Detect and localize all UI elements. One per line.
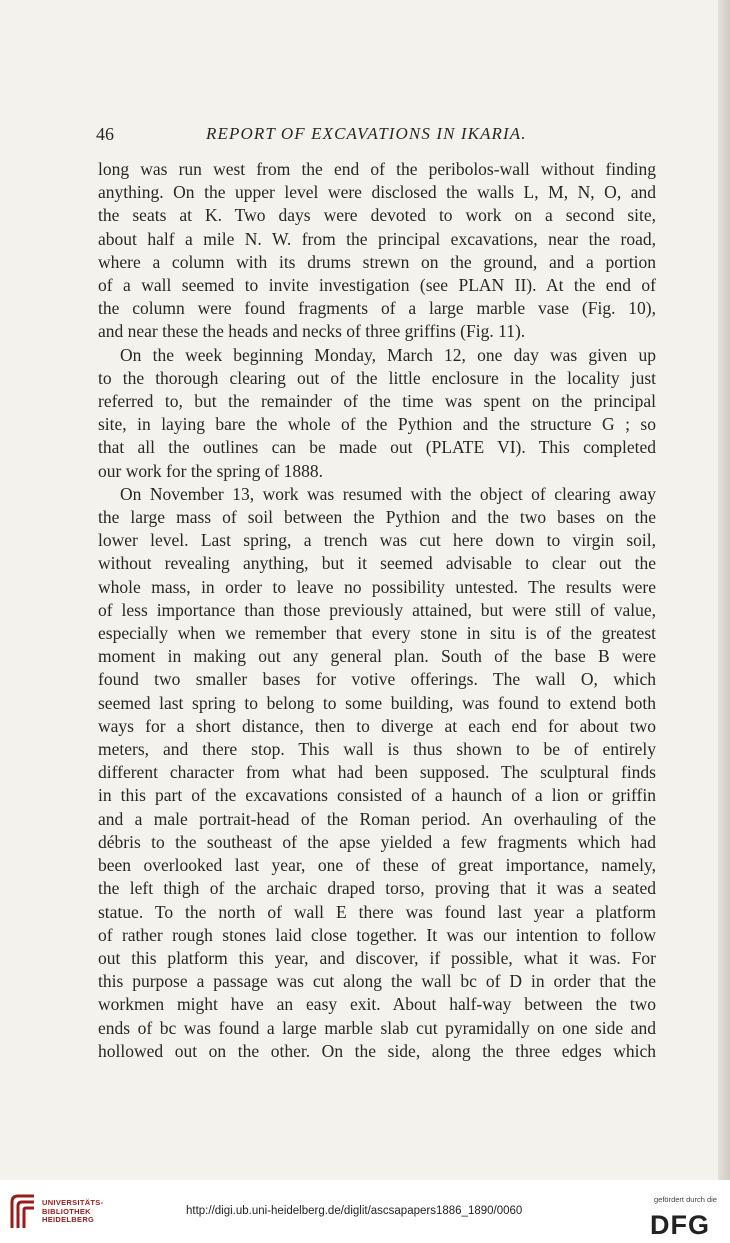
- text-line: seemed last spring to belong to some building, was found to extend both: [98, 692, 656, 713]
- text-line: about half a mile N. W. from the principal excavations, near the road,: [98, 228, 656, 249]
- text-line: On November 13, work was resumed with the object of clearing away: [120, 483, 656, 504]
- page-header: [96, 124, 656, 148]
- text-line: that all the outlines can be made out (PLATE VI). This completed: [98, 437, 656, 458]
- text-line: in this part of the excavations consisted of a haunch of a lion or griffin: [98, 785, 656, 806]
- text-line: out this platform this year, and discover, if possible, what it was. For: [98, 947, 656, 968]
- text-line: ways for a short distance, then to diverge at each end for about two: [98, 715, 656, 736]
- text-line: referred to, but the remainder of the time was spent on the principal: [98, 391, 656, 412]
- text-line: to the thorough clearing out of the little enclosure in the locality just: [98, 367, 656, 388]
- text-line: this purpose a passage was cut along the wall bc of D in order that the: [98, 971, 656, 992]
- text-line: found two smaller bases for votive offerings. The wall O, which: [98, 669, 656, 690]
- text-line: the left thigh of the archaic draped torso, proving that it was a seated: [98, 878, 656, 899]
- text-line: the seats at K. Two days were devoted to work on a second site,: [98, 205, 656, 226]
- text-line: the large mass of soil between the Pythion and the two bases on the: [98, 507, 656, 528]
- permalink[interactable]: http://digi.ub.uni-heidelberg.de/diglit/ascsapapers1886_1890/0060: [186, 1205, 523, 1217]
- running-head: REPORT OF EXCAVATIONS IN IKARIA.: [206, 124, 527, 143]
- text-line: statue. To the north of wall E there was found last year a platform: [98, 901, 656, 922]
- page-edge: [718, 0, 730, 1180]
- text-line: of a wall seemed to invite investigation (see PLAN II). At the end of: [98, 275, 656, 296]
- text-line: whole mass, in order to leave no possibility untested. The results were: [98, 576, 656, 597]
- text-line: where a column with its drums strewn on the ground, and a portion: [98, 251, 656, 272]
- library-name: [42, 1199, 103, 1225]
- text-line: especially when we remember that every stone in situ is of the greatest: [98, 623, 656, 644]
- text-line: meters, and there stop. This wall is thus shown to be of entirely: [98, 739, 656, 760]
- text-line: been overlooked last year, one of these of great importance, namely,: [98, 855, 656, 876]
- library-name-line: HEIDELBERG: [42, 1215, 95, 1224]
- text-line: the column were found fragments of a large marble vase (Fig. 10),: [98, 298, 656, 319]
- text-line: ends of bc was found a large marble slab cut pyramidally on one side and: [98, 1017, 656, 1038]
- text-line: our work for the spring of 1888.: [98, 460, 324, 481]
- text-line: workmen might have an easy exit. About half-way between the two: [98, 994, 656, 1015]
- body-text: [98, 158, 656, 1063]
- text-line: of rather rough stones laid close together. It was our intention to follow: [98, 924, 656, 945]
- dfg-logo: DFG: [650, 1210, 710, 1240]
- text-line: débris to the southeast of the apse yielded a few fragments which had: [98, 831, 656, 852]
- library-name-line: BIBLIOTHEK: [42, 1206, 91, 1216]
- library-name-line: UNIVERSITÄTS-: [42, 1198, 104, 1207]
- text-line: hollowed out on the other. On the side, along the three edges which: [98, 1040, 656, 1061]
- text-line: long was run west from the end of the peribolos-wall without finding: [98, 159, 656, 179]
- text-line: and near these the heads and necks of three griffins (Fig. 11).: [98, 321, 526, 342]
- page-number: 46: [96, 124, 114, 144]
- funder-note: gefördert durch die: [654, 1195, 717, 1204]
- text-line: without revealing anything, but it seemed advisable to clear out the: [98, 553, 656, 574]
- text-line: moment in making out any general plan. South of the base B were: [98, 646, 656, 667]
- text-line: lower level. Last spring, a trench was cut here down to virgin soil,: [98, 530, 656, 551]
- library-logo-icon: [8, 1192, 40, 1230]
- text-line: anything. On the upper level were disclosed the walls L, M, N, O, and: [98, 182, 656, 203]
- text-line: different character from what had been supposed. The sculptural finds: [98, 762, 656, 783]
- text-line: and a male portrait-head of the Roman period. An overhauling of the: [98, 808, 656, 829]
- text-line: On the week beginning Monday, March 12, one day was given up: [120, 344, 656, 365]
- text-line: site, in laying bare the whole of the Pythion and the structure G ; so: [98, 414, 656, 435]
- text-line: of less importance than those previously attained, but were still of value,: [98, 599, 656, 620]
